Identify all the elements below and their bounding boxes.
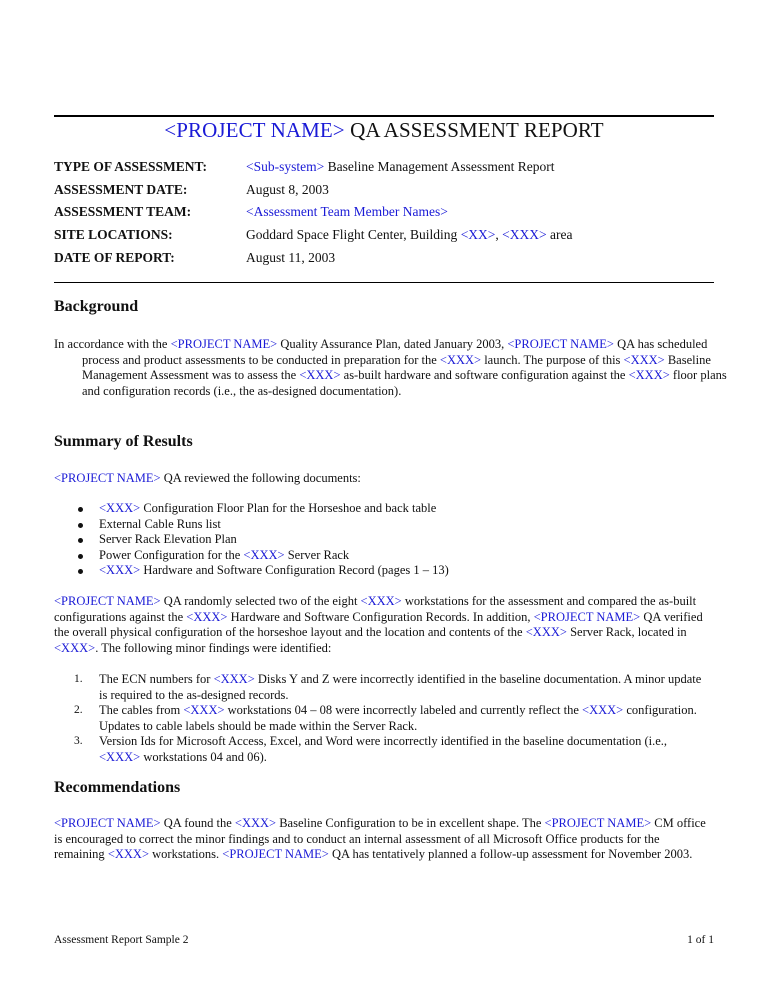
title-project-placeholder: <PROJECT NAME> — [164, 118, 345, 142]
finding-2-placeholder-2: <XXX> — [582, 703, 624, 718]
finding-2-text-c: configuration. Updates to cable labels should be made within the Server Rack. — [99, 703, 697, 733]
list-item — [54, 563, 449, 579]
summary-intro-text: QA reviewed the following documents: — [160, 471, 361, 485]
summary-p2-placeholder-1: <PROJECT NAME> — [54, 594, 161, 608]
background-text-3: QA has scheduled process and product assessments to be conducted in preparation for the — [82, 337, 708, 367]
meta-sites-value — [246, 227, 573, 243]
recommendations-heading: Recommendations — [54, 779, 181, 796]
meta-row-report-date — [54, 246, 573, 269]
meta-type-label: TYPE OF ASSESSMENT: — [54, 159, 208, 175]
finding-1-text-b: Disks Y and Z were incorrectly identified in the baseline documentation. A minor update is required to the as-designed records. — [99, 672, 702, 702]
reviewed-documents-list — [54, 501, 449, 579]
meta-date-label: ASSESSMENT DATE: — [54, 181, 188, 197]
finding-2-text-b: workstations 04 – 08 were incorrectly labeled and currently reflect the — [224, 703, 583, 718]
background-paragraph — [54, 337, 738, 399]
report-title — [0, 118, 768, 143]
finding-3-number: 3. — [74, 735, 83, 748]
summary-p2-text-6: . The following minor findings were identified: — [95, 640, 332, 655]
background-placeholder-4: <XXX> — [623, 352, 665, 367]
doc-4-text: Power Configuration for the — [99, 547, 244, 562]
summary-p2-text-1: QA randomly selected two of the eight — [160, 594, 361, 608]
meta-row-sites — [54, 224, 573, 247]
finding-1-text-a: The ECN numbers for — [99, 672, 214, 686]
meta-row-team — [54, 201, 573, 224]
background-placeholder-2: <PROJECT NAME> — [507, 337, 614, 351]
finding-3-placeholder: <XXX> — [99, 749, 141, 764]
background-text-4: launch. The purpose of this — [481, 352, 624, 367]
finding-1-number: 1. — [74, 673, 83, 685]
rec-placeholder-1: <PROJECT NAME> — [54, 816, 161, 830]
background-text-1: In accordance with the — [54, 337, 171, 351]
summary-p2-text-2: workstations for the assessment and compared the as-built configurations against the — [54, 594, 697, 624]
finding-2-text-a: The cables from — [99, 703, 184, 718]
list-item — [54, 501, 449, 517]
page-footer — [54, 934, 714, 946]
meta-type-value — [246, 159, 554, 175]
summary-p2-placeholder-4: <PROJECT NAME> — [533, 609, 641, 624]
bullet-icon — [78, 569, 83, 574]
summary-intro — [54, 471, 710, 487]
finding-2-placeholder: <XXX> — [183, 703, 225, 718]
finding-1-placeholder: <XXX> — [213, 672, 255, 686]
doc-2-text: External Cable Runs list — [99, 516, 221, 531]
meta-row-date — [54, 179, 573, 202]
rec-text-4: workstations. — [149, 847, 223, 862]
summary-p2-text-3: Hardware and Software Configuration Records. In addition, — [227, 609, 534, 624]
meta-sites-text-1: Goddard Space Flight Center, Building — [246, 227, 461, 243]
rec-text-3: CM office is encouraged to correct the minor findings and to conduct an internal assessment of all Microsoft Office products for the remaining — [54, 816, 706, 862]
rec-text-2: Baseline Configuration to be in excellent shape. The — [276, 816, 545, 830]
finding-3-text-b: workstations 04 and 06). — [140, 749, 267, 764]
background-heading: Background — [54, 298, 139, 315]
meta-sites-text-3: area — [546, 227, 573, 243]
title-top-rule — [54, 115, 714, 117]
bullet-icon — [78, 554, 83, 559]
list-item — [54, 532, 449, 548]
rec-placeholder-3: <PROJECT NAME> — [544, 816, 652, 830]
bullet-icon — [78, 523, 83, 528]
finding-3-text-a: Version Ids for Microsoft Access, Excel, and Word were incorrectly identified in the baseline documentation (i.e., — [99, 734, 668, 749]
assessment-metadata — [54, 156, 573, 269]
background-placeholder-5: <XXX> — [299, 368, 341, 383]
summary-p2-placeholder-5: <XXX> — [525, 625, 567, 640]
list-item — [54, 734, 710, 765]
meta-row-type — [54, 156, 573, 179]
rec-placeholder-4: <XXX> — [107, 847, 149, 862]
finding-2-number: 2. — [74, 704, 83, 717]
meta-report-date-value: August 11, 2003 — [246, 249, 336, 265]
summary-p2-text-4: QA verified the overall physical configuration of the horseshoe layout and the location and contents of the — [54, 609, 703, 640]
background-text-6: as-built hardware and software configuration against the — [340, 368, 629, 383]
list-item — [54, 548, 449, 564]
doc-4-text-2: Server Rack — [284, 547, 350, 562]
meta-team-label: ASSESSMENT TEAM: — [54, 204, 192, 220]
meta-type-text: Baseline Management Assessment Report — [324, 159, 555, 175]
doc-5-text: Hardware and Software Configuration Record (pages 1 – 13) — [140, 563, 449, 578]
meta-date-value: August 8, 2003 — [246, 181, 329, 197]
summary-intro-placeholder: <PROJECT NAME> — [54, 471, 161, 485]
background-placeholder-1: <PROJECT NAME> — [170, 337, 278, 351]
doc-1-text: Configuration Floor Plan for the Horseshoe and back table — [140, 501, 437, 515]
footer-page-number: 1 of 1 — [687, 934, 714, 946]
summary-p2-placeholder-3: <XXX> — [186, 609, 228, 624]
title-text: QA ASSESSMENT REPORT — [344, 118, 604, 142]
meta-type-placeholder: <Sub-system> — [246, 159, 325, 175]
doc-4-placeholder: <XXX> — [243, 547, 285, 562]
bullet-icon — [78, 507, 83, 512]
findings-list — [54, 672, 710, 766]
recommendations-paragraph — [54, 816, 710, 863]
background-placeholder-6: <XXX> — [628, 368, 670, 383]
background-placeholder-3: <XXX> — [439, 352, 482, 367]
summary-p2-text-5: Server Rack, located in — [566, 625, 687, 640]
background-text-5: Baseline Management Assessment was to assess the — [82, 352, 711, 383]
rec-text-5: QA has tentatively planned a follow-up assessment for November 2003. — [328, 847, 693, 862]
meta-team-placeholder: <Assessment Team Member Names> — [246, 204, 448, 220]
doc-1-placeholder: <XXX> — [99, 501, 141, 515]
metadata-divider — [54, 282, 714, 283]
meta-sites-placeholder-2: <XXX> — [502, 227, 547, 243]
meta-sites-label: SITE LOCATIONS: — [54, 227, 173, 243]
footer-document-name: Assessment Report Sample 2 — [54, 934, 189, 946]
summary-comparison-paragraph — [54, 594, 710, 656]
rec-text-1: QA found the — [160, 816, 235, 830]
meta-sites-placeholder-1: <XX> — [460, 227, 496, 243]
rec-placeholder-2: <XXX> — [234, 816, 277, 830]
background-text-2: Quality Assurance Plan, dated January 2003, — [277, 337, 508, 351]
background-text-7: floor plans and configuration records (i.e., the as-designed documentation). — [82, 368, 727, 398]
meta-report-date-label: DATE OF REPORT: — [54, 249, 175, 265]
summary-p2-placeholder-2: <XXX> — [360, 594, 402, 608]
list-item — [54, 672, 710, 703]
doc-5-placeholder: <XXX> — [99, 563, 141, 578]
summary-heading: Summary of Results — [54, 433, 193, 450]
bullet-icon — [78, 538, 83, 543]
summary-p2-placeholder-6: <XXX> — [54, 640, 96, 655]
list-item — [54, 703, 710, 734]
list-item — [54, 517, 449, 533]
doc-3-text: Server Rack Elevation Plan — [99, 532, 237, 547]
meta-sites-text-2: , — [495, 227, 503, 243]
rec-placeholder-5: <PROJECT NAME> — [222, 847, 329, 862]
